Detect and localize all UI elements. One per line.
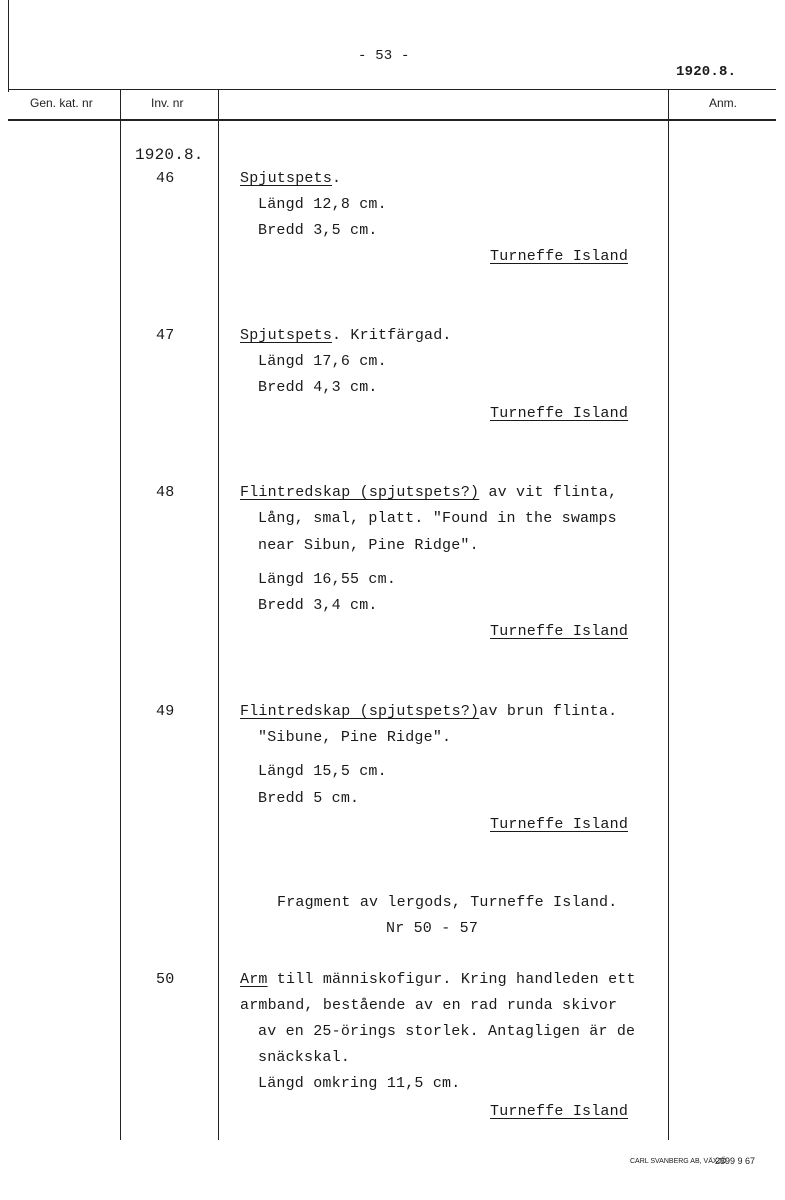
entry-line: av en 25-örings storlek. Antagligen är de: [258, 1023, 636, 1040]
entry-line: armband, bestående av en rad runda skivor: [240, 997, 618, 1014]
entry-line: "Sibune, Pine Ridge".: [258, 729, 452, 746]
column-divider-inv: [218, 89, 219, 1140]
entry-title-suffix: .: [332, 170, 342, 187]
entry-title-suffix: till människofigur. Kring handleden ett: [267, 971, 636, 988]
column-header-gen-kat: Gen. kat. nr: [30, 96, 93, 110]
entry-title: Arm: [240, 971, 268, 988]
printer-imprint: CARL SVANBERG AB, VÄXJÖ: [630, 1158, 727, 1165]
entry-title: Spjutspets: [240, 170, 333, 187]
form-code: 2399 9 67: [715, 1156, 756, 1166]
column-header-anm: Anm.: [709, 96, 738, 110]
page-number: - 53 -: [358, 48, 410, 64]
entry-title-line: [240, 971, 636, 988]
entry-location: Turneffe Island: [490, 248, 629, 265]
entry-line: Bredd 4,3 cm.: [258, 379, 378, 396]
inventory-number: 49: [156, 703, 175, 720]
entry-title-suffix: av brun flinta.: [479, 703, 618, 720]
entry-title: Flintredskap (spjutspets?): [240, 484, 480, 501]
column-divider-gen-kat: [120, 89, 121, 1140]
entry-location: Turneffe Island: [490, 405, 629, 422]
entry-line: Bredd 3,4 cm.: [258, 597, 378, 614]
header-rule-bottom: [8, 119, 776, 121]
entry-title-line: [240, 170, 341, 187]
header-year-ref: 1920.8.: [676, 64, 737, 80]
header-rule-top: [8, 89, 776, 90]
section-note-line-1: Fragment av lergods, Turneffe Island.: [277, 894, 618, 911]
entry-line: Längd 17,6 cm.: [258, 353, 387, 370]
section-note-line-2: Nr 50 - 57: [386, 920, 479, 937]
inventory-number: 47: [156, 327, 175, 344]
column-divider-anm: [668, 89, 669, 1140]
inventory-number: 48: [156, 484, 175, 501]
entry-title-line: [240, 703, 617, 720]
entry-title-line: [240, 327, 452, 344]
entry-line: snäckskal.: [258, 1049, 351, 1066]
entry-line: Längd 12,8 cm.: [258, 196, 387, 213]
entry-title: Spjutspets: [240, 327, 333, 344]
entry-location: Turneffe Island: [490, 1103, 629, 1120]
entry-line: Bredd 3,5 cm.: [258, 222, 378, 239]
left-margin-rule: [8, 0, 9, 92]
entry-line: Längd omkring 11,5 cm.: [258, 1075, 461, 1092]
inventory-number: 46: [156, 170, 175, 187]
entry-title: Flintredskap (spjutspets?): [240, 703, 480, 720]
column-header-inv: Inv. nr: [151, 96, 184, 110]
entry-line: Bredd 5 cm.: [258, 790, 360, 807]
entry-line: Längd 15,5 cm.: [258, 763, 387, 780]
entry-title-suffix: av vit flinta,: [479, 484, 618, 501]
series-label: 1920.8.: [135, 146, 204, 164]
entry-location: Turneffe Island: [490, 816, 629, 833]
entry-line: Längd 16,55 cm.: [258, 571, 397, 588]
inventory-number: 50: [156, 971, 175, 988]
entry-line: near Sibun, Pine Ridge".: [258, 537, 479, 554]
entry-title-suffix: . Kritfärgad.: [332, 327, 452, 344]
entry-title-line: [240, 484, 617, 501]
entry-line: Lång, smal, platt. "Found in the swamps: [258, 510, 617, 527]
entry-location: Turneffe Island: [490, 623, 629, 640]
